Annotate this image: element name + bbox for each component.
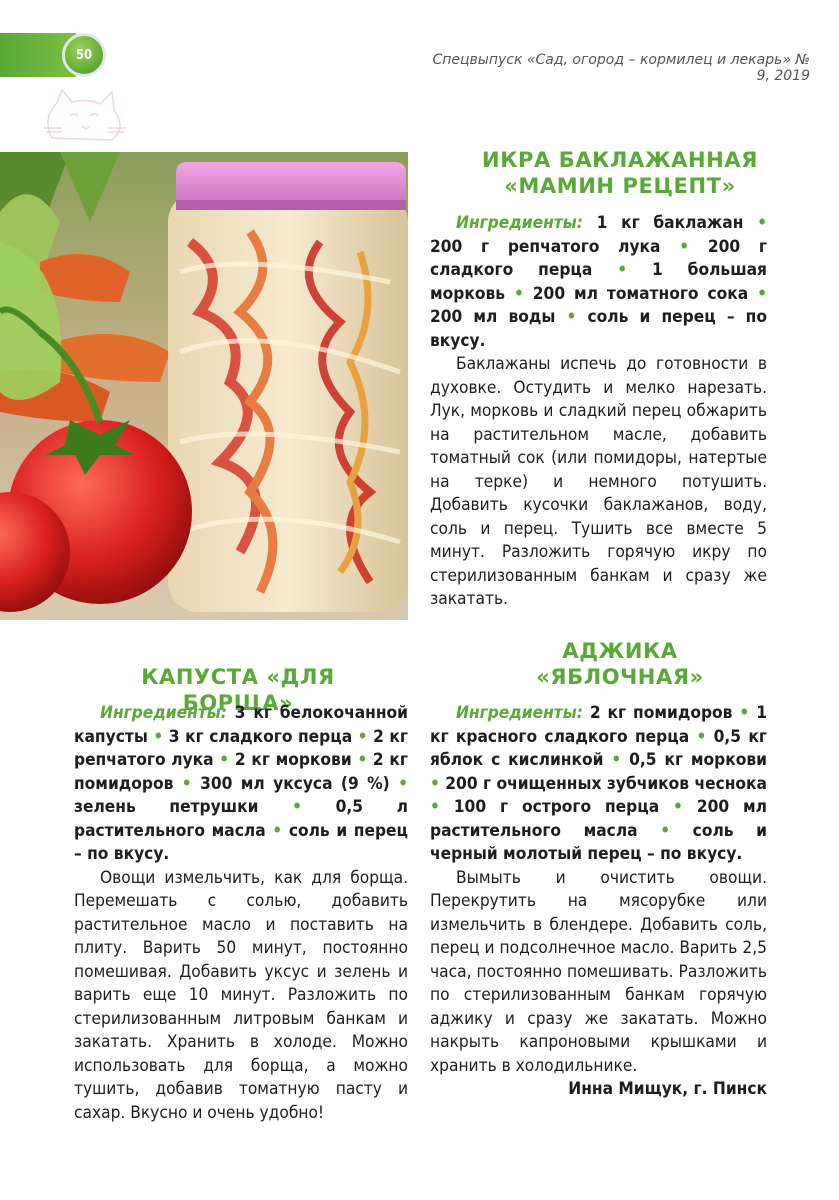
bullet-icon: •	[513, 283, 524, 304]
ingredient: 2 кг помидоров	[589, 703, 733, 723]
ingredient: 0,5 л растительного масла	[74, 797, 408, 841]
recipe-adzhika-title-line2: «ЯБЛОЧНАЯ»	[536, 665, 704, 689]
recipe-ikra-method: Баклажаны испечь до готовности в духовке. Остудить и мелко нарезать. Лук, морковь и сладкий перец обжарить на растительном масле, добавить томатный сок (или помидоры, натертые на терке) и немного потушить. Добавить кусочки баклажанов, воду, соль и перец. Тушить все вместе 5 минут. Разложить горячую икру по стерилизованным банкам и сразу же закатать.	[430, 354, 767, 609]
bullet-icon: •	[673, 797, 683, 817]
ingredient: 3 кг сладкого перца	[168, 726, 353, 747]
recipe-ikra-title-line2: «МАМИН РЕЦЕПТ»	[504, 174, 736, 198]
ingredient: 200 мл растительного масла	[430, 797, 767, 841]
bullet-icon: •	[272, 820, 283, 841]
recipe-adzhika-body	[430, 702, 767, 1102]
recipe-ikra-body	[430, 212, 767, 612]
bullet-icon: •	[430, 797, 440, 817]
ingredient: 2 кг репчатого лука	[74, 726, 408, 770]
recipe-adzhika-title-line1: АДЖИКА	[562, 639, 678, 663]
recipe-adzhika-title	[430, 638, 810, 690]
bullet-icon: •	[566, 307, 577, 327]
bullet-icon: •	[357, 750, 368, 770]
bullet-icon: •	[660, 820, 671, 841]
ingredient: 200 мл томатного сока	[532, 283, 749, 304]
ingredients-label: Ингредиенты:	[456, 703, 583, 723]
ingredient: соль и черный молотый перец – по вкусу.	[430, 820, 767, 864]
recipe-ikra-title	[430, 147, 810, 199]
ingredient: 200 мл воды	[430, 307, 556, 327]
bullet-icon: •	[617, 260, 628, 280]
recipe-kapusta-method: Овощи измельчить, как для борща. Перемешать с солью, добавить растительное масло и поставить на плиту. Варить 50 минут, постоянно помешивая. Добавить уксус и зелень и варить еще 10 минут. Разложить по стерилизованным литровым банкам и закатать. Хранить в холоде. Можно использовать для борща, а можно тушить, добавив томатную пасту и сахар. Вкусно и очень удобно!	[74, 867, 408, 1123]
ingredient: 1 кг баклажан	[596, 213, 744, 233]
ingredient: соль и перец – по вкусу.	[430, 307, 767, 351]
ingredient: 1 большая морковь	[430, 260, 767, 304]
bullet-icon: •	[181, 773, 192, 794]
recipe-adzhika-method: Вымыть и очистить овощи. Перекрутить на мясорубке или измельчить в блендере. Добавить соль, перец и подсолнечное масло. Варить 2,5 часа, постоянно помешивать. Разложить по стерилизованным банкам горячую аджику и сразу же закатать. Можно накрыть капроновыми крышками и хранить в холодильнике.	[430, 867, 767, 1076]
bullet-icon: •	[611, 750, 622, 770]
page-number: 50	[75, 47, 93, 63]
recipe-ikra-ingredients	[430, 212, 767, 353]
bullet-icon: •	[292, 797, 302, 817]
ingredient: 3 кг белокочанной капусты	[74, 703, 408, 747]
pickled-cabbage-jar-photo	[0, 152, 408, 620]
cat-watermark-icon	[32, 78, 152, 148]
bullet-icon: •	[153, 726, 164, 747]
ingredient: 0,5 кг яблок с кислинкой	[430, 726, 767, 770]
bullet-icon: •	[357, 726, 368, 747]
bullet-icon: •	[219, 750, 230, 770]
bullet-icon: •	[696, 726, 707, 747]
magazine-header: Спецвыпуск «Сад, огород – кормилец и лекарь» № 9, 2019	[432, 52, 810, 84]
recipe-kapusta-title: КАПУСТА «ДЛЯ БОРЩА»	[141, 665, 335, 715]
page-number-badge	[62, 33, 106, 77]
ingredients-label: Ингредиенты:	[456, 213, 583, 233]
recipe-kapusta-body	[74, 702, 408, 1125]
bullet-icon: •	[757, 213, 767, 233]
ingredient: 200 г сладкого перца	[430, 236, 767, 280]
recipe-kapusta-ingredients	[74, 702, 408, 867]
bullet-icon: •	[679, 236, 690, 257]
ingredient: 2 кг помидоров	[74, 750, 408, 794]
ingredient: 100 г острого перца	[453, 797, 660, 817]
ingredient: 300 мл уксуса (9 %)	[200, 773, 390, 794]
ingredient: 1 кг красного сладкого перца	[430, 703, 767, 747]
ingredient: зелень петрушки	[74, 797, 259, 817]
bullet-icon: •	[398, 773, 408, 794]
ingredient: 0,5 кг моркови	[629, 750, 767, 770]
ingredient: соль и перец – по вкусу.	[74, 820, 408, 864]
ingredient: 2 кг моркови	[234, 750, 352, 770]
bullet-icon: •	[757, 283, 767, 304]
recipe-ikra-title-line1: ИКРА БАКЛАЖАННАЯ	[482, 148, 758, 172]
author-signature: Инна Мищук, г. Пинск	[568, 1079, 767, 1099]
ingredient: 200 г репчатого лука	[430, 236, 661, 257]
ingredient: 200 г очищенных зубчиков чеснока	[445, 773, 767, 794]
bullet-icon: •	[739, 703, 750, 723]
recipe-adzhika-ingredients	[430, 702, 767, 867]
bullet-icon: •	[430, 773, 440, 794]
ingredients-label: Ингредиенты:	[100, 703, 227, 723]
